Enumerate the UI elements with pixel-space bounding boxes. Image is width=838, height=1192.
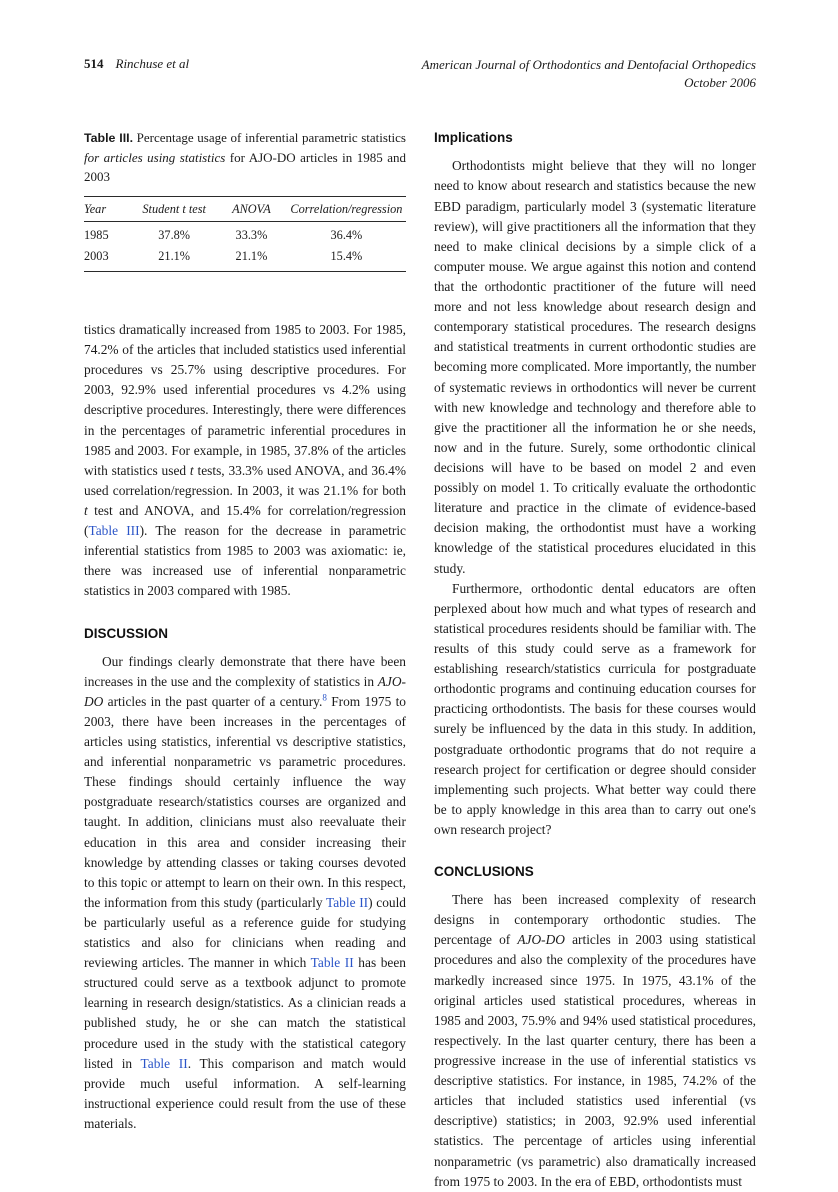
text-run: Orthodontists might believe that they will no longer need to know about research and statistics because the new EBD paradigm, particularly model 3 (systematic literature review), will give practitioners all the information that they need to make clinical decisions by a simple click of a computer mouse. We argue against this notion and contend that the orthodontic practitioner of the future will need more and not less knowledge about research design and contemporary statistical procedures. The research designs and statistical treatments in current orthodontic studies are becoming more complicated. More importantly, the number of systematic reviews in orthodontics will never be current with new knowledge and technology and therefore able to give the practitioner all the information he or she needs, now and in the future. Surely, some orthodontic clinical decisions will have to be based on model 2 and even possibly on model 1. To critically evaluate the orthodontic literature and practice in the climate of evidence-based decision making, the orthodontist must have a working knowledge of the statistical procedures elucidated in this study. bbox=[434, 158, 756, 576]
text-run: for articles using statistics bbox=[84, 149, 226, 165]
paragraph-conclusions bbox=[434, 890, 756, 1192]
column-header-student-t-test: Student t test bbox=[132, 196, 216, 221]
cross-reference-link[interactable]: Table II bbox=[325, 894, 369, 910]
table-3 bbox=[84, 196, 406, 272]
text-run: Table III. bbox=[84, 131, 134, 146]
text-run: tistics dramatically increased from 1985 to 2003. For 1985, 74.2% of the articles that included statistics used inferential procedures vs 25.7% using descriptive procedures. For 2003, 92.9% used inferential procedures vs 4.2% using descriptive procedures. Interestingly, there were differences in the percentages of parametric inferential procedures in 1985 and 2003. For example, in 1985, 37.8% of the articles with statistics used bbox=[84, 321, 406, 478]
page-number: 514 bbox=[84, 56, 104, 71]
column-header-correlation-regression: Correlation/regression bbox=[287, 196, 406, 221]
text-run: ) could be particularly useful as a reference guide for studying statistics and also for clinicians when reading and reviewing articles. The manner in which bbox=[84, 894, 406, 971]
cell-value: 21.1% bbox=[158, 248, 191, 263]
text-run: Furthermore, orthodontic dental educators are often perplexed about how much and what types of research and statistical procedures residents should be familiar with. The results of this study could serve as a framework for establishing research/statistics curricula for postgraduate orthodontic programs and continuing education courses for practicing orthodontists. The basis for these courses would surely be influenced by the data in this study. In addition, postgraduate orthodontic programs that do not require a research project for certification or degree should consider implementing such projects. What better way could there be to apply knowledge in this area than to carry out one's own research project? bbox=[434, 580, 756, 837]
paragraph-implications-2 bbox=[434, 579, 756, 840]
cross-reference-link[interactable]: Table II bbox=[140, 1055, 188, 1071]
cell-value: 37.8% bbox=[158, 227, 191, 242]
text-run: t bbox=[189, 462, 194, 478]
text-run: From 1975 to 2003, there have been increases in the percentages of articles using statistics, inferential vs descriptive statistics, and inferential nonparametric vs parametric procedures. These findings should certainly influence the way postgraduate research/statistics courses are organized and taught. In addition, clinicians must also reevaluate their education in this area and consider increasing their knowledge by attending classes or taking courses devoted to this topic or attempt to learn on their own. In this respect, the information from this study (particularly bbox=[84, 693, 406, 910]
right-column bbox=[434, 128, 756, 1191]
table-3-body bbox=[84, 221, 406, 271]
cell-value: 33.3% bbox=[235, 227, 268, 242]
cell-year: 2003 bbox=[84, 248, 109, 263]
implications-heading: Implications bbox=[434, 130, 513, 146]
table-row bbox=[84, 246, 406, 272]
two-column-body bbox=[84, 128, 756, 1191]
cross-reference-link[interactable]: Table III bbox=[88, 523, 140, 539]
left-column bbox=[84, 128, 406, 1191]
text-run: tests, 33.3% used ANOVA, and 36.4% used correlation/regression. In 2003, it was 21.1% for both bbox=[84, 462, 406, 498]
conclusions-heading: CONCLUSIONS bbox=[434, 864, 534, 880]
paragraph-implications-1 bbox=[434, 156, 756, 578]
cross-reference-link[interactable]: 8 bbox=[322, 692, 327, 703]
text-run: articles in 2003 using statistical procedures and also the complexity of the procedures have markedly increased since 1975. In 1975, 43.1% of the original articles used statistical procedures, whereas in 1985 and 2003, 75.9% and 94% used statistical procedures, respectively. In the last quarter century, there has been a progressive increase in the use of inferential statistics vs descriptive statistics. For instance, in 1985, 74.2% of the articles that included statistics used inferential (vs descriptive) statistics; in 2003, 92.9% used inferential statistics. The percentage of articles using inferential nonparametric (vs parametric) also dramatically increased from 1975 to 2003. In the era of EBD, orthodontists must bbox=[434, 932, 756, 1189]
cell-value: 36.4% bbox=[330, 227, 363, 242]
running-header-right bbox=[422, 56, 756, 92]
text-run: articles in the past quarter of a century. bbox=[103, 693, 323, 709]
text-run: AJO-DO bbox=[84, 673, 406, 709]
text-run: Percentage usage of inferential parametric statistics bbox=[133, 130, 406, 146]
text-run: for AJO-DO articles in 1985 and 2003 bbox=[84, 149, 406, 185]
table-3-header bbox=[84, 196, 406, 221]
table-header-row bbox=[84, 196, 406, 221]
text-run: There has been increased complexity of research designs in contemporary orthodontic studies. The percentage of bbox=[434, 892, 756, 948]
issue-date: October 2006 bbox=[684, 75, 756, 91]
table-row bbox=[84, 221, 406, 246]
column-header-anova: ANOVA bbox=[216, 196, 287, 221]
cross-reference-link[interactable]: Table II bbox=[310, 955, 354, 971]
text-run: ). The reason for the decrease in parametric inferential statistics from 1985 to 2003 was axiomatic: ie, there was increased use of inferential nonparametric statistics in 2003 compared with 1985. bbox=[84, 523, 406, 599]
text-run: . This comparison and match would provide much useful information. A self-learning instructional experience could result from the use of these materials. bbox=[84, 1055, 407, 1132]
paragraph-results-continuation bbox=[84, 320, 406, 602]
table-3-block bbox=[84, 128, 406, 272]
running-authors: Rinchuse et al bbox=[115, 56, 190, 71]
cell-value: 21.1% bbox=[235, 248, 268, 263]
text-run: t bbox=[84, 502, 88, 518]
journal-title: American Journal of Orthodontics and Dentofacial Orthopedics bbox=[421, 57, 756, 72]
text-run: has been structured could serve as a textbook adjunct to promote learning in research design/statistics. As a clinician reads a published study, he or she can match the statistical procedure used in the study with the statistical category listed in bbox=[84, 955, 407, 1071]
discussion-heading: DISCUSSION bbox=[84, 625, 169, 641]
paragraph-discussion bbox=[84, 652, 406, 1135]
cell-value: 15.4% bbox=[330, 248, 363, 263]
column-header-year: Year bbox=[84, 196, 132, 221]
running-header bbox=[84, 56, 756, 92]
table-3-caption bbox=[84, 128, 406, 187]
running-header-left bbox=[84, 56, 189, 72]
cell-year: 1985 bbox=[84, 227, 109, 242]
text-run: Our findings clearly demonstrate that there have been increases in the use and the complexity of statistics in bbox=[84, 653, 406, 689]
text-run: test and ANOVA, and 15.4% for correlation/regression ( bbox=[84, 502, 406, 539]
text-run: AJO-DO bbox=[517, 932, 565, 948]
